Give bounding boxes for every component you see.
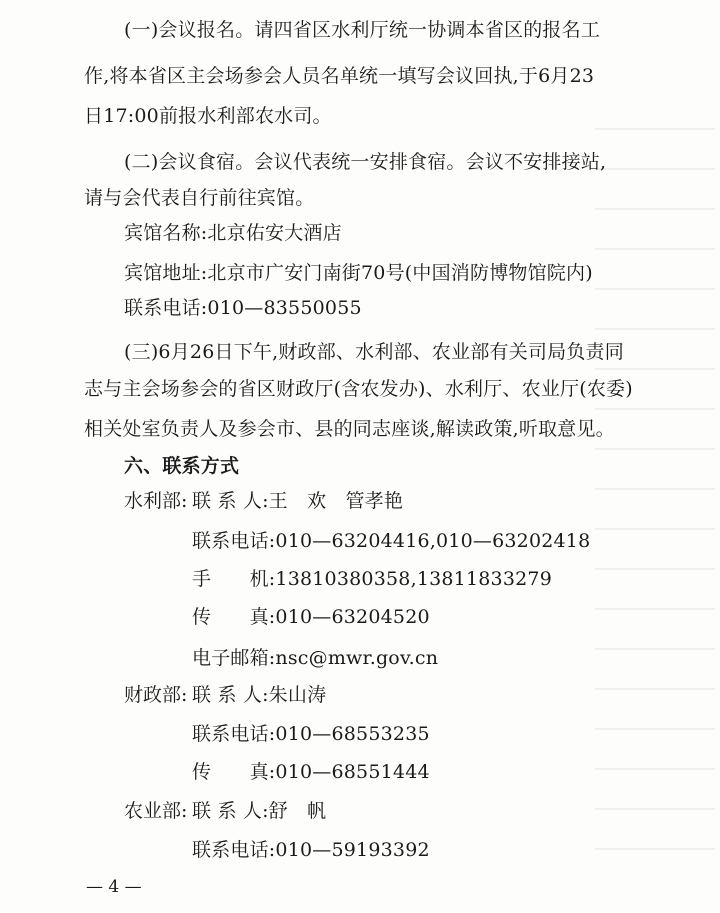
- org-mof: 财政部:: [124, 684, 188, 706]
- hotel-address: 宾馆地址:北京市广安门南街70号(中国消防博物馆院内): [124, 262, 593, 284]
- page-number: — 4 —: [86, 877, 142, 897]
- hotel-phone: 联系电话:010—83550055: [124, 297, 362, 319]
- mwr-mobile: 手 机:13810380358,13811833279: [192, 568, 552, 590]
- org-moa: 农业部:: [124, 800, 188, 822]
- hotel-name: 宾馆名称:北京佑安大酒店: [124, 222, 342, 244]
- para2-line1: (二)会议食宿。会议代表统一安排食宿。会议不安排接站,: [124, 151, 607, 173]
- mwr-fax: 传 真:010—63204520: [192, 606, 430, 628]
- mwr-person: 联 系 人:王 欢 管孝艳: [192, 490, 404, 512]
- para3-line2: 志与主会场参会的省区财政厅(含农发办)、水利厅、农业厅(农委): [84, 378, 633, 400]
- mof-fax: 传 真:010—68551444: [192, 761, 430, 783]
- moa-phone: 联系电话:010—59193392: [192, 839, 430, 861]
- mwr-phone: 联系电话:010—63204416,010—63202418: [192, 530, 591, 552]
- para1-line2: 作,将本省区主会场参会人员名单统一填写会议回执,于6月23: [84, 65, 595, 87]
- para3-line3: 相关处室负责人及参会市、县的同志座谈,解读政策,听取意见。: [84, 418, 615, 440]
- org-mwr: 水利部:: [124, 490, 188, 512]
- bleed-through-texture: [595, 90, 715, 850]
- section-heading: 六、联系方式: [124, 455, 240, 477]
- para1-line1: (一)会议报名。请四省区水利厅统一协调本省区的报名工: [124, 19, 601, 41]
- para2-line2: 请与会代表自行前往宾馆。: [84, 187, 315, 209]
- moa-person: 联 系 人:舒 帆: [192, 800, 327, 822]
- mof-person: 联 系 人:朱山涛: [192, 684, 327, 706]
- para1-line3: 日17:00前报水利部农水司。: [84, 105, 332, 127]
- mof-phone: 联系电话:010—68553235: [192, 723, 430, 745]
- para3-line1: (三)6月26日下午,财政部、水利部、农业部有关司局负责同: [124, 341, 624, 363]
- mwr-email: 电子邮箱:nsc@mwr.gov.cn: [192, 647, 439, 669]
